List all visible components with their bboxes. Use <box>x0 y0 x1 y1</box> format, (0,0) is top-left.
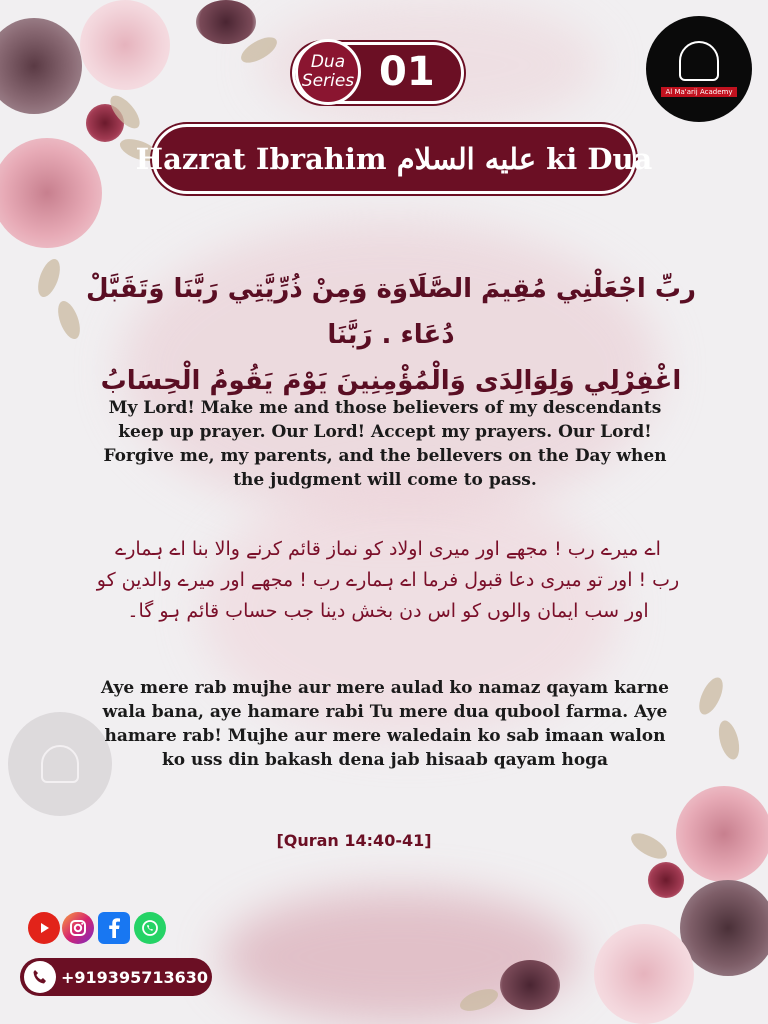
arabic-dua <box>60 266 722 404</box>
whatsapp-icon[interactable] <box>134 912 166 944</box>
leaf <box>715 718 743 761</box>
series-number: 01 <box>379 49 435 95</box>
quran-reference: [Quran 14:40-41] <box>276 831 432 850</box>
dua-series-label: Dua Series <box>295 39 361 105</box>
academy-logo[interactable] <box>646 16 752 122</box>
academy-name: Al Ma'arij Academy <box>661 87 736 97</box>
roman-line: wala bana, aye hamare rabi Tu mere dua qubool farma. Aye <box>102 702 668 722</box>
flower-bottom-right <box>680 880 768 976</box>
roman-line: hamare rab! Mujhe aur mere waledain ko sab imaan walon <box>104 726 666 746</box>
flower-top-left <box>0 138 102 248</box>
urdu-line: اور سب ایمان والوں کو اس دن بخش دینا جب حساب قائم ہو گا۔ <box>127 600 649 622</box>
flower-top-left <box>196 0 256 44</box>
english-line: My Lord! Make me and those believers of my descendants <box>108 398 662 418</box>
roman-urdu-translation <box>80 676 690 772</box>
youtube-icon[interactable] <box>28 912 60 944</box>
english-line: Forgive me, my parents, and the bellevers on the Day when <box>103 446 667 466</box>
flower-bottom-right <box>648 862 684 898</box>
english-line: keep up prayer. Our Lord! Accept my prayers. Our Lord! <box>118 422 652 442</box>
flower-bottom-right <box>500 960 560 1010</box>
english-translation <box>90 396 680 492</box>
dua-series-badge <box>292 42 464 104</box>
arabic-line: اغْفِرْلِي وَلِوَالِدَى وَالْمُؤْمِنِينَ يَوْمَ يَقُومُ الْحِسَابُ <box>100 366 682 396</box>
phone-number: +919395713630 <box>61 967 208 987</box>
roman-line: Aye mere rab mujhe aur mere aulad ko namaz qayam karne <box>101 678 669 698</box>
academy-logo-icon <box>41 745 79 783</box>
leaf <box>694 674 727 718</box>
academy-logo-icon <box>679 41 719 81</box>
contact-phone[interactable] <box>20 958 212 996</box>
flower-top-left <box>0 18 82 114</box>
urdu-line: رب ! اور تو میری دعا قبول فرما اے ہمارے رب ! مجھے اور میرے والدین کو <box>96 569 680 591</box>
phone-icon <box>24 961 56 993</box>
flower-bottom-right <box>594 924 694 1024</box>
urdu-translation <box>46 534 730 627</box>
arabic-line: ربِّ اجْعَلْنِي مُقِيمَ الصَّلَاوَة وَمِنْ ذُرِّيَّتِي رَبَّنَا وَتَقَبَّلْ دُعَاء . رَبَّنَا <box>86 274 696 350</box>
instagram-icon[interactable] <box>62 912 94 944</box>
facebook-icon[interactable] <box>98 912 130 944</box>
english-line: the judgment will come to pass. <box>233 470 537 490</box>
urdu-line: اے میرے رب ! مجھے اور میری اولاد کو نماز قائم کرنے والا بنا اے ہمارے <box>115 538 661 560</box>
title-banner <box>135 124 653 194</box>
roman-line: ko uss din bakash dena jab hisaab qayam hoga <box>161 750 609 770</box>
flower-top-left <box>80 0 170 90</box>
page-title: Hazrat Ibrahim عليه السلام ki Dua <box>135 142 653 176</box>
